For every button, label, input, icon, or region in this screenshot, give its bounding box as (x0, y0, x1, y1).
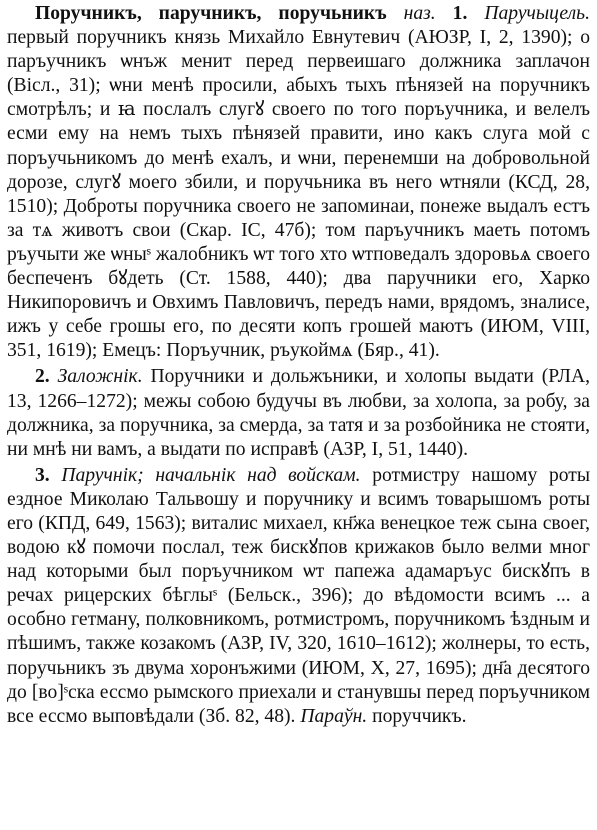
part-of-speech: наз. (386, 3, 453, 24)
sense-gloss-3: Паручнік; начальнік над войскам. (49, 464, 361, 486)
sense-number-2: 2. (35, 366, 50, 388)
sense-number-3: 3. (35, 464, 50, 486)
headword: Поручникъ, паручникъ, поручьникъ (35, 3, 387, 24)
compare-text: поруччикъ. (367, 705, 467, 727)
entry-sense-1 (7, 2, 590, 363)
sense-text-1: первый поручникъ князь Михайло Евнутевич (АЮЗР, I, 2, 1390); о паръучникъ ѡнъж менит перед первеишаго должника заплачон (Вісл., 31); ѡни менѣ просили, абыхъ тыхъ пѣнязей на поручникъ смотрѣлъ; и ꙗ послалъ слугꙋ своего по того поръучника, и велелъ есми ему на немъ тыхъ пѣнязей правити, ино какъ слуга мой с поръучьникомъ до менѣ ехалъ, и ѡни, перенемши на добровольной дорозе, слугꙋ моего збили, и поручьника въ него ѡтняли (КСД, 28, 1510); Доброты поручника своего не запоминаи, понеже выдалъ естъ за тѧ животъ свои (Скар. ІС, 47б); том паръучникъ маеть потомъ ръучыти же ѡныˢ жалобникъ ѡт того хто ѡтповедалъ здоровьѧ своего беспеченъ бꙋдеть (Ст. 1588, 440); два паручники его, Харко Никипоровичъ и Овхимъ Павловичъ, передъ нами, врядомъ, зналисе, ижъ у себе грошы его, по десяти копъ грошей маютъ (ИЮМ, VIII, 351, 1619); Емецъ: Поръучник, ръукоймѧ (Бяр., 41). (7, 27, 590, 362)
compare-label: Параўн. (295, 705, 368, 727)
sense-text-2: Поручники и дольжъники, и холопы выдати (РЛА, 13, 1266–1272); межы собою будучы въ любви, за холопа, за робу, за должника, за поручника, за смерда, за татя и за розбойника не стояти, ни мнѣ ни вамъ, а выдати по исправѣ (АЗР, I, 51, 1440). (7, 366, 590, 460)
sense-gloss-1: Паручыцель. (467, 3, 590, 24)
entry-sense-3 (7, 464, 590, 729)
sense-gloss-2: Заложнік. (49, 366, 143, 388)
sense-number-1: 1. (452, 3, 468, 24)
entry-sense-2 (7, 365, 590, 461)
sense-text-3: ротмистру нашому роты ездное Миколаю Тальвошу и поручнику и всимъ товарышомъ роты его (КПД, 649, 1563); виталис михаел, кн҃жа венецкое теж сына своег, водою кꙋ помочи послал, теж бискꙋпов крижаков было велми мног над которыми был поръучником ѡт папежа адамаръус бискꙋпъ в речах рицерских бѣглыˢ (Бельск., 396); до вѣдомости всимъ ... а особно гетману, полковникомъ, ротмистромъ, поручникомъ ѣздным и пѣшимъ, также козакомъ (АЗР, IV, 320, 1610–1612); жолнеры, то есть, поручьникъ зъ двума хоронъжими (ИЮМ, X, 27, 1695); дн҃а десятого до [во]ˢска ессмо рымского приехали и станувшы перед поръучником все ессмо выповѣдали (Зб. 82, 48). (7, 464, 591, 727)
